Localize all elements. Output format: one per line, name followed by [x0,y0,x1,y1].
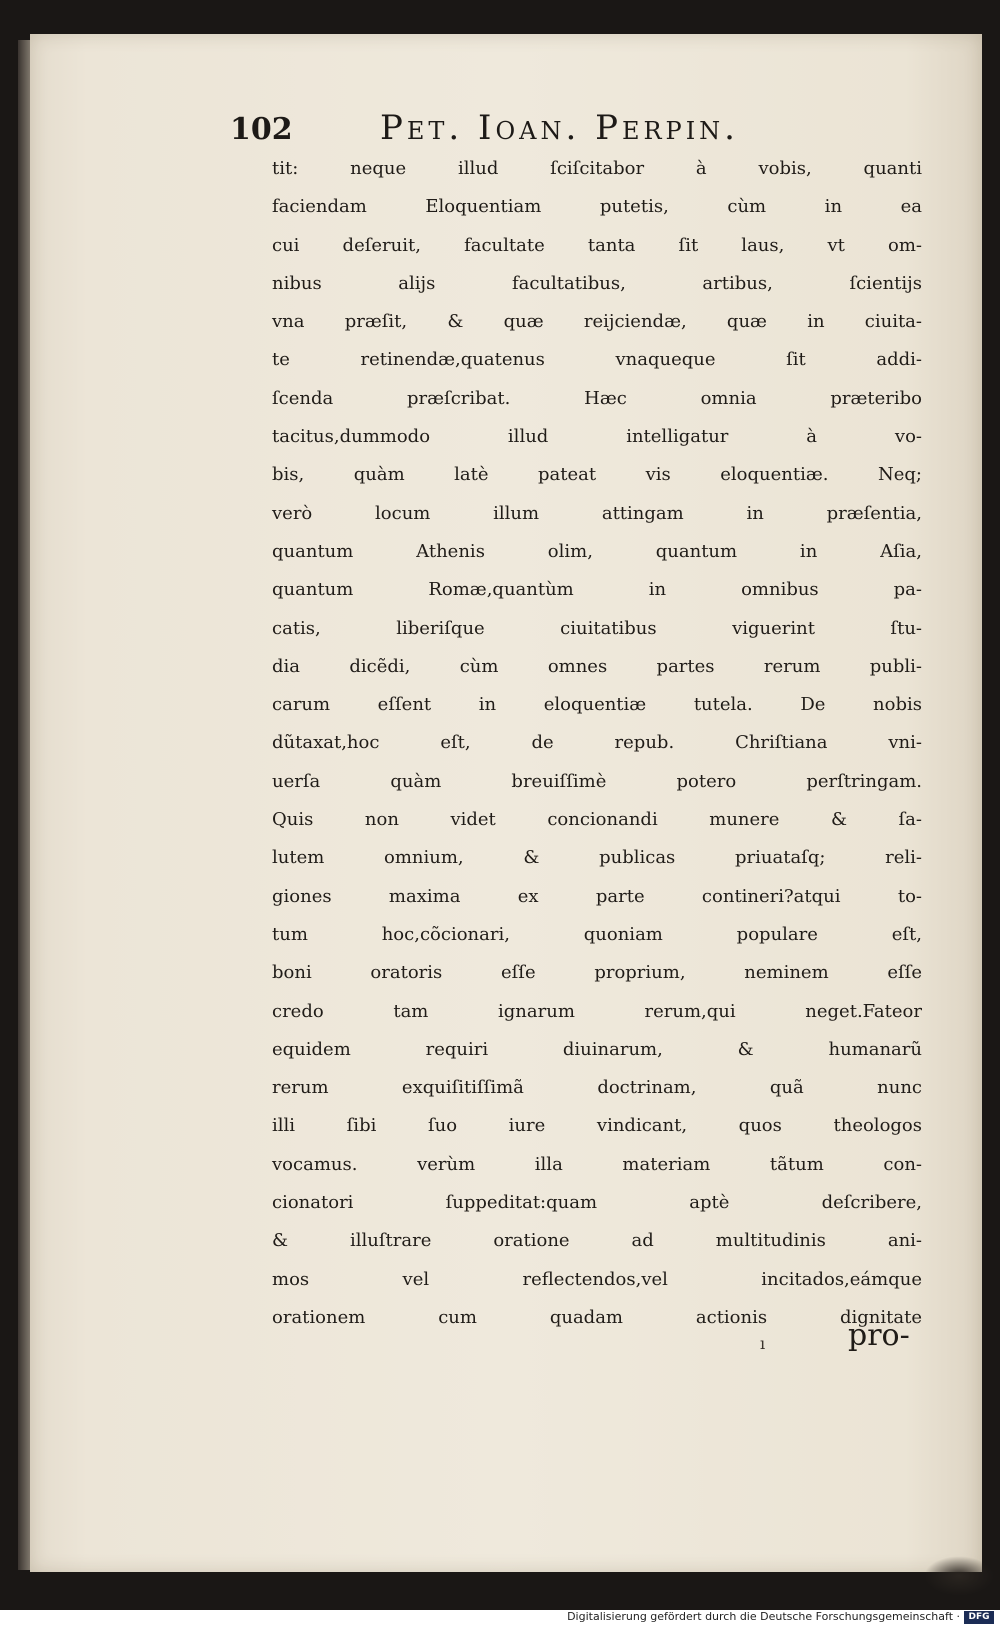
page-header [230,108,820,154]
body-text [272,150,922,1337]
text-line: bis, quàm latè pateat vis eloquentiæ. Neq; [272,464,922,486]
text-line: quantum Romæ,quantùm in omnibus pa- [272,579,922,601]
text-line: illi ſibi ſuo iure vindicant, quos theologos [272,1115,922,1137]
text-line: credo tam ignarum rerum,qui neget.Fateor [272,1000,922,1022]
text-line: Quis non videt concionandi munere & ſa- [272,809,922,831]
running-head: Pet. Ioan. Perpin. [380,108,739,148]
text-line: tit: neque illud ſciſcitabor à vobis, quanti [272,158,922,179]
text-line: uerſa quàm breuiſſimè potero perſtringam. [272,770,922,792]
text-line: carum eſſent in eloquentiæ tutela. De nobis [272,694,922,716]
text-line: tacitus,dummodo illud intelligatur à vo- [272,426,922,448]
text-line: vocamus. verùm illa materiam tãtum con- [272,1153,922,1175]
text-line: catis, liberiſque ciuitatibus viguerint ſtu- [272,617,922,639]
text-line: cionatori ſuppeditat:quam aptè deſcribere, [272,1192,922,1214]
text-line: lutem omnium, & publicas priuataſq; reli- [272,847,922,869]
footer-bar [0,1610,1000,1626]
text-line: verò locum illum attingam in præſentia, [272,502,922,524]
text-line: ſcenda præſcribat. Hæc omnia præteribo [272,387,922,409]
dfg-logo-icon: DFG [964,1611,994,1624]
text-line: rerum exquiſitiſſimã doctrinam, quã nunc [272,1077,922,1099]
text-line: faciendam Eloquentiam putetis, cùm in ea [272,196,922,218]
text-line: equidem requiri diuinarum, & humanarũ [272,1038,922,1060]
text-line: boni oratoris eſſe proprium, neminem eſſe [272,962,922,984]
text-line: quantum Athenis olim, quantum in Aſia, [272,540,922,562]
catchword: pro- [848,1318,910,1353]
text-line: te retinendæ,quatenus vnaqueque ſit addi- [272,349,922,371]
text-line: tum hoc,cõcionari, quoniam populare eſt, [272,923,922,945]
text-line: nibus alijs facultatibus, artibus, ſcientijs [272,272,922,294]
text-line: giones maxima ex parte contineri?atqui to- [272,885,922,907]
text-line: cui deſeruit, facultate tanta ſit laus, vt om- [272,234,922,256]
funding-credit: Digitalisierung gefördert durch die Deutsche Forschungsgemeinschaft · [567,1610,960,1623]
page-stain [924,1556,994,1596]
text-line: orationem cum quadam actionis dignitate [272,1306,922,1328]
page-number: 102 [230,112,293,147]
text-line: & illuſtrare oratione ad multitudinis ani- [272,1230,922,1252]
text-line: dia dicẽdi, cùm omnes partes rerum publi- [272,655,922,677]
text-line: mos vel reflectendos,vel incitados,eámque [272,1268,922,1290]
text-line: dũtaxat,hoc eſt, de repub. Chriſtiana vni- [272,732,922,754]
stray-mark: ı [760,1334,766,1353]
text-line: vna præſit, & quæ reijciendæ, quæ in ciuita- [272,311,922,333]
